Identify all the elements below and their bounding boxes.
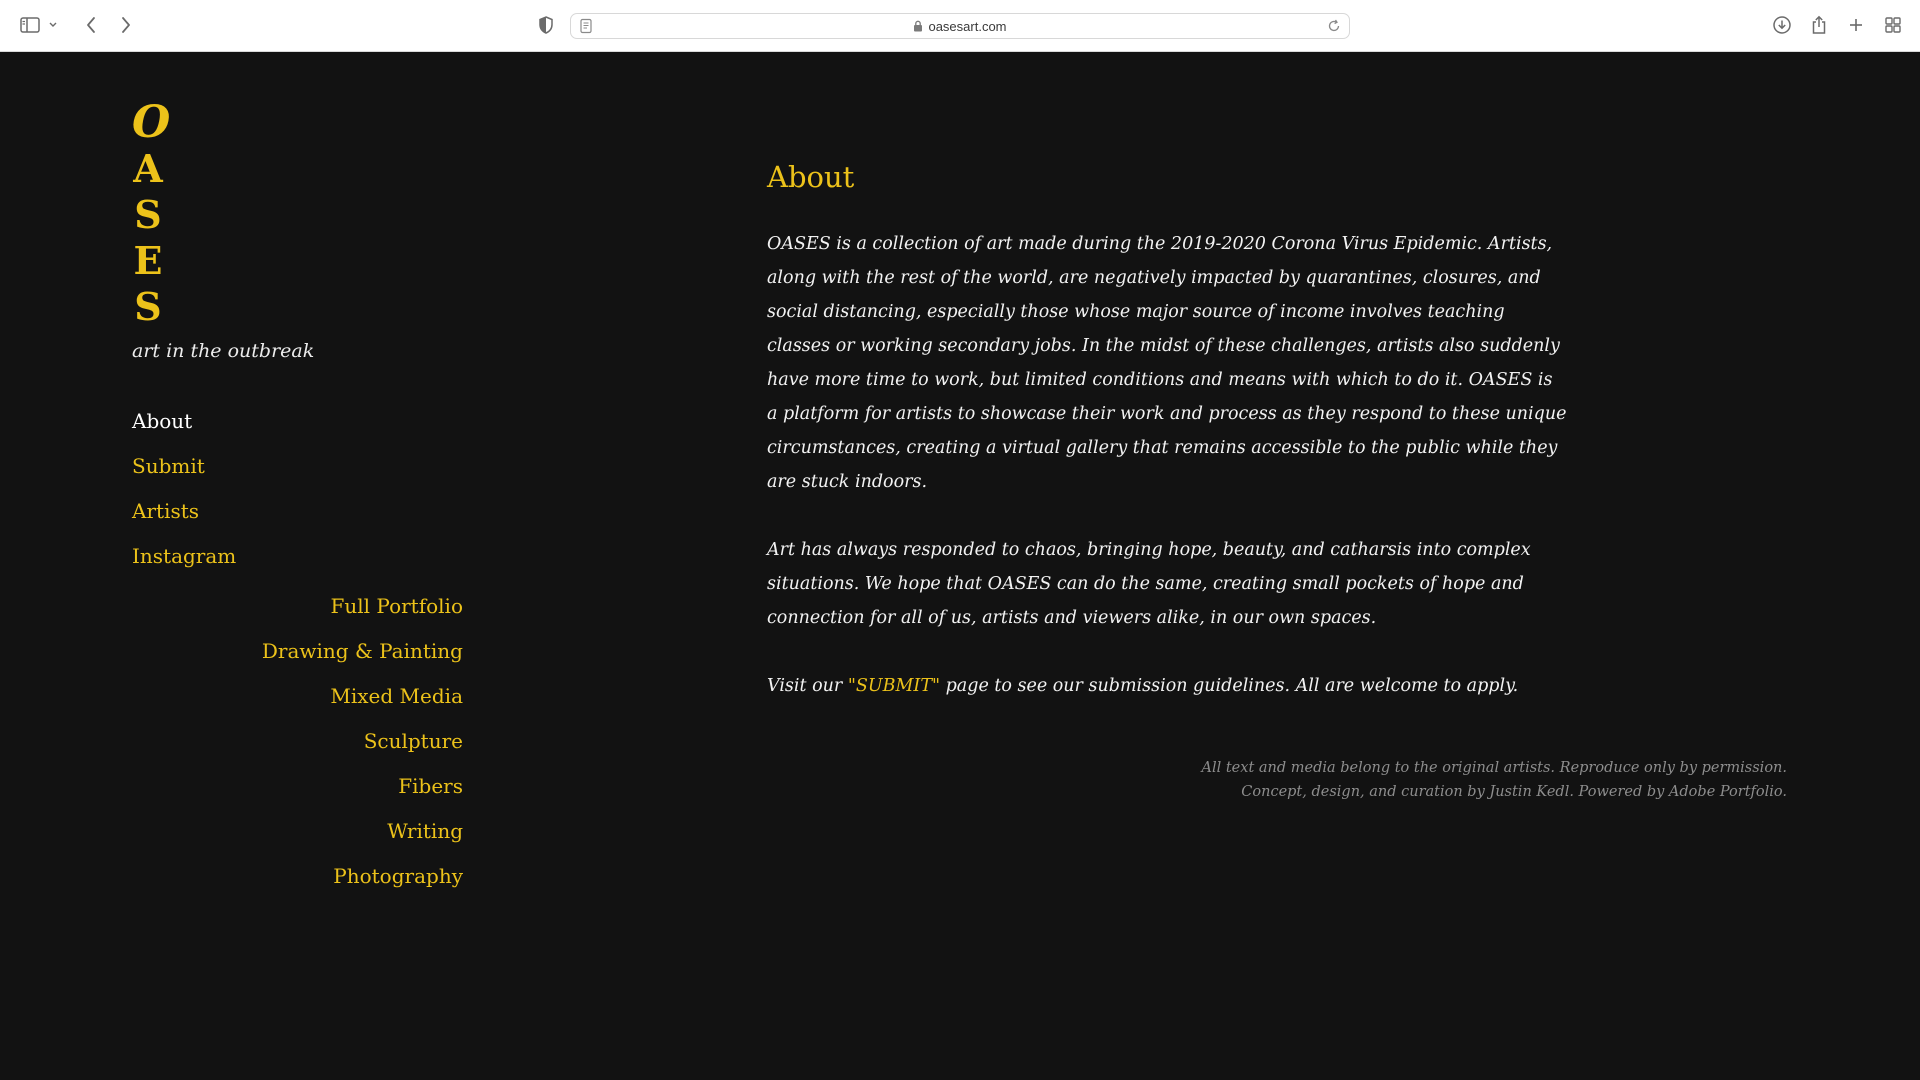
gallery-item-full-portfolio: [262, 589, 463, 634]
about-paragraph-1: OASES is a collection of art made during the 2019-2020 Corona Virus Epidemic. Artists, along with the rest of the world, are negatively impacted by quarantines, closures, and social distancing, especially those whose major source of income involves teaching classes or working secondary jobs. In the midst of these challenges, artists also suddenly have more time to work, but limited conditions and means with which to do it. OASES is a platform for artists to showcase their work and process as they respond to these unique circumstances, creating a virtual gallery that remains accessible to the public while they are stuck indoors.: [767, 234, 1567, 492]
footer-copyright: All text and media belong to the original artists. Reproduce only by permission.: [1201, 760, 1787, 776]
gallery-item-fibers: [262, 769, 463, 814]
sidebar-icon[interactable]: [18, 13, 42, 37]
footer-credits: Concept, design, and curation by Justin Kedl. Powered by Adobe Portfolio.: [1241, 784, 1787, 800]
logo-letter: S: [134, 192, 162, 237]
share-icon[interactable]: [1807, 13, 1831, 37]
nav-link-about[interactable]: About: [132, 409, 193, 433]
logo-letter: S: [134, 284, 162, 329]
nav-item-artists: [132, 494, 236, 539]
site-tagline: art in the outbreak: [132, 340, 315, 362]
gallery-item-photography: [262, 859, 463, 904]
gallery-item-writing: [262, 814, 463, 859]
site-footer: [1202, 756, 1788, 804]
gallery-nav: [262, 589, 463, 904]
gallery-item-sculpture: [262, 724, 463, 769]
page-title: About: [767, 160, 855, 194]
nav-item-about: [132, 404, 236, 449]
logo-letter: A: [133, 146, 163, 191]
submit-page-link[interactable]: "SUBMIT": [847, 676, 941, 696]
url-text: oasesart.com: [928, 18, 1007, 34]
gallery-link-photography[interactable]: Photography: [333, 864, 463, 888]
url-display[interactable]: [571, 14, 1349, 38]
visit-paragraph: [767, 669, 1567, 703]
gallery-link-mixed-media[interactable]: Mixed Media: [330, 684, 463, 708]
privacy-shield-icon[interactable]: [534, 13, 558, 37]
main-nav: [132, 404, 236, 584]
reload-icon[interactable]: [1327, 18, 1341, 37]
gallery-link-full-portfolio[interactable]: Full Portfolio: [330, 594, 463, 618]
address-bar[interactable]: [570, 13, 1350, 39]
nav-link-submit[interactable]: Submit: [132, 454, 205, 478]
nav-link-instagram[interactable]: Instagram: [132, 544, 237, 568]
lock-icon: [913, 17, 923, 36]
about-paragraph-2: Art has always responded to chaos, bringing hope, beauty, and catharsis into complex situations. We hope that OASES can do the same, creating small pockets of hope and connection for all of us, artists and viewers alike, in our own spaces.: [767, 540, 1531, 628]
visit-text-before: Visit our: [767, 676, 848, 696]
gallery-link-sculpture[interactable]: Sculpture: [363, 729, 463, 753]
new-tab-icon[interactable]: [1844, 13, 1868, 37]
tab-overview-icon[interactable]: [1881, 13, 1905, 37]
nav-item-submit: [132, 449, 236, 494]
gallery-item-drawing-painting: [262, 634, 463, 679]
nav-link-artists[interactable]: Artists: [132, 499, 200, 523]
gallery-link-fibers[interactable]: Fibers: [398, 774, 463, 798]
download-icon[interactable]: [1770, 13, 1794, 37]
gallery-link-drawing-painting[interactable]: Drawing & Painting: [261, 639, 463, 663]
nav-item-instagram: [132, 539, 236, 584]
gallery-item-mixed-media: [262, 679, 463, 724]
about-content: [767, 154, 1567, 737]
visit-text-after: page to see our submission guidelines. All are welcome to apply.: [940, 676, 1519, 696]
site-logo[interactable]: [132, 97, 192, 330]
logo-letter: E: [133, 238, 163, 283]
forward-icon[interactable]: [114, 13, 138, 37]
back-icon[interactable]: [79, 13, 103, 37]
logo-letter: O: [132, 97, 171, 148]
browser-toolbar: [0, 0, 1920, 52]
chevron-down-icon[interactable]: [46, 13, 60, 37]
gallery-link-writing[interactable]: Writing: [387, 819, 463, 843]
